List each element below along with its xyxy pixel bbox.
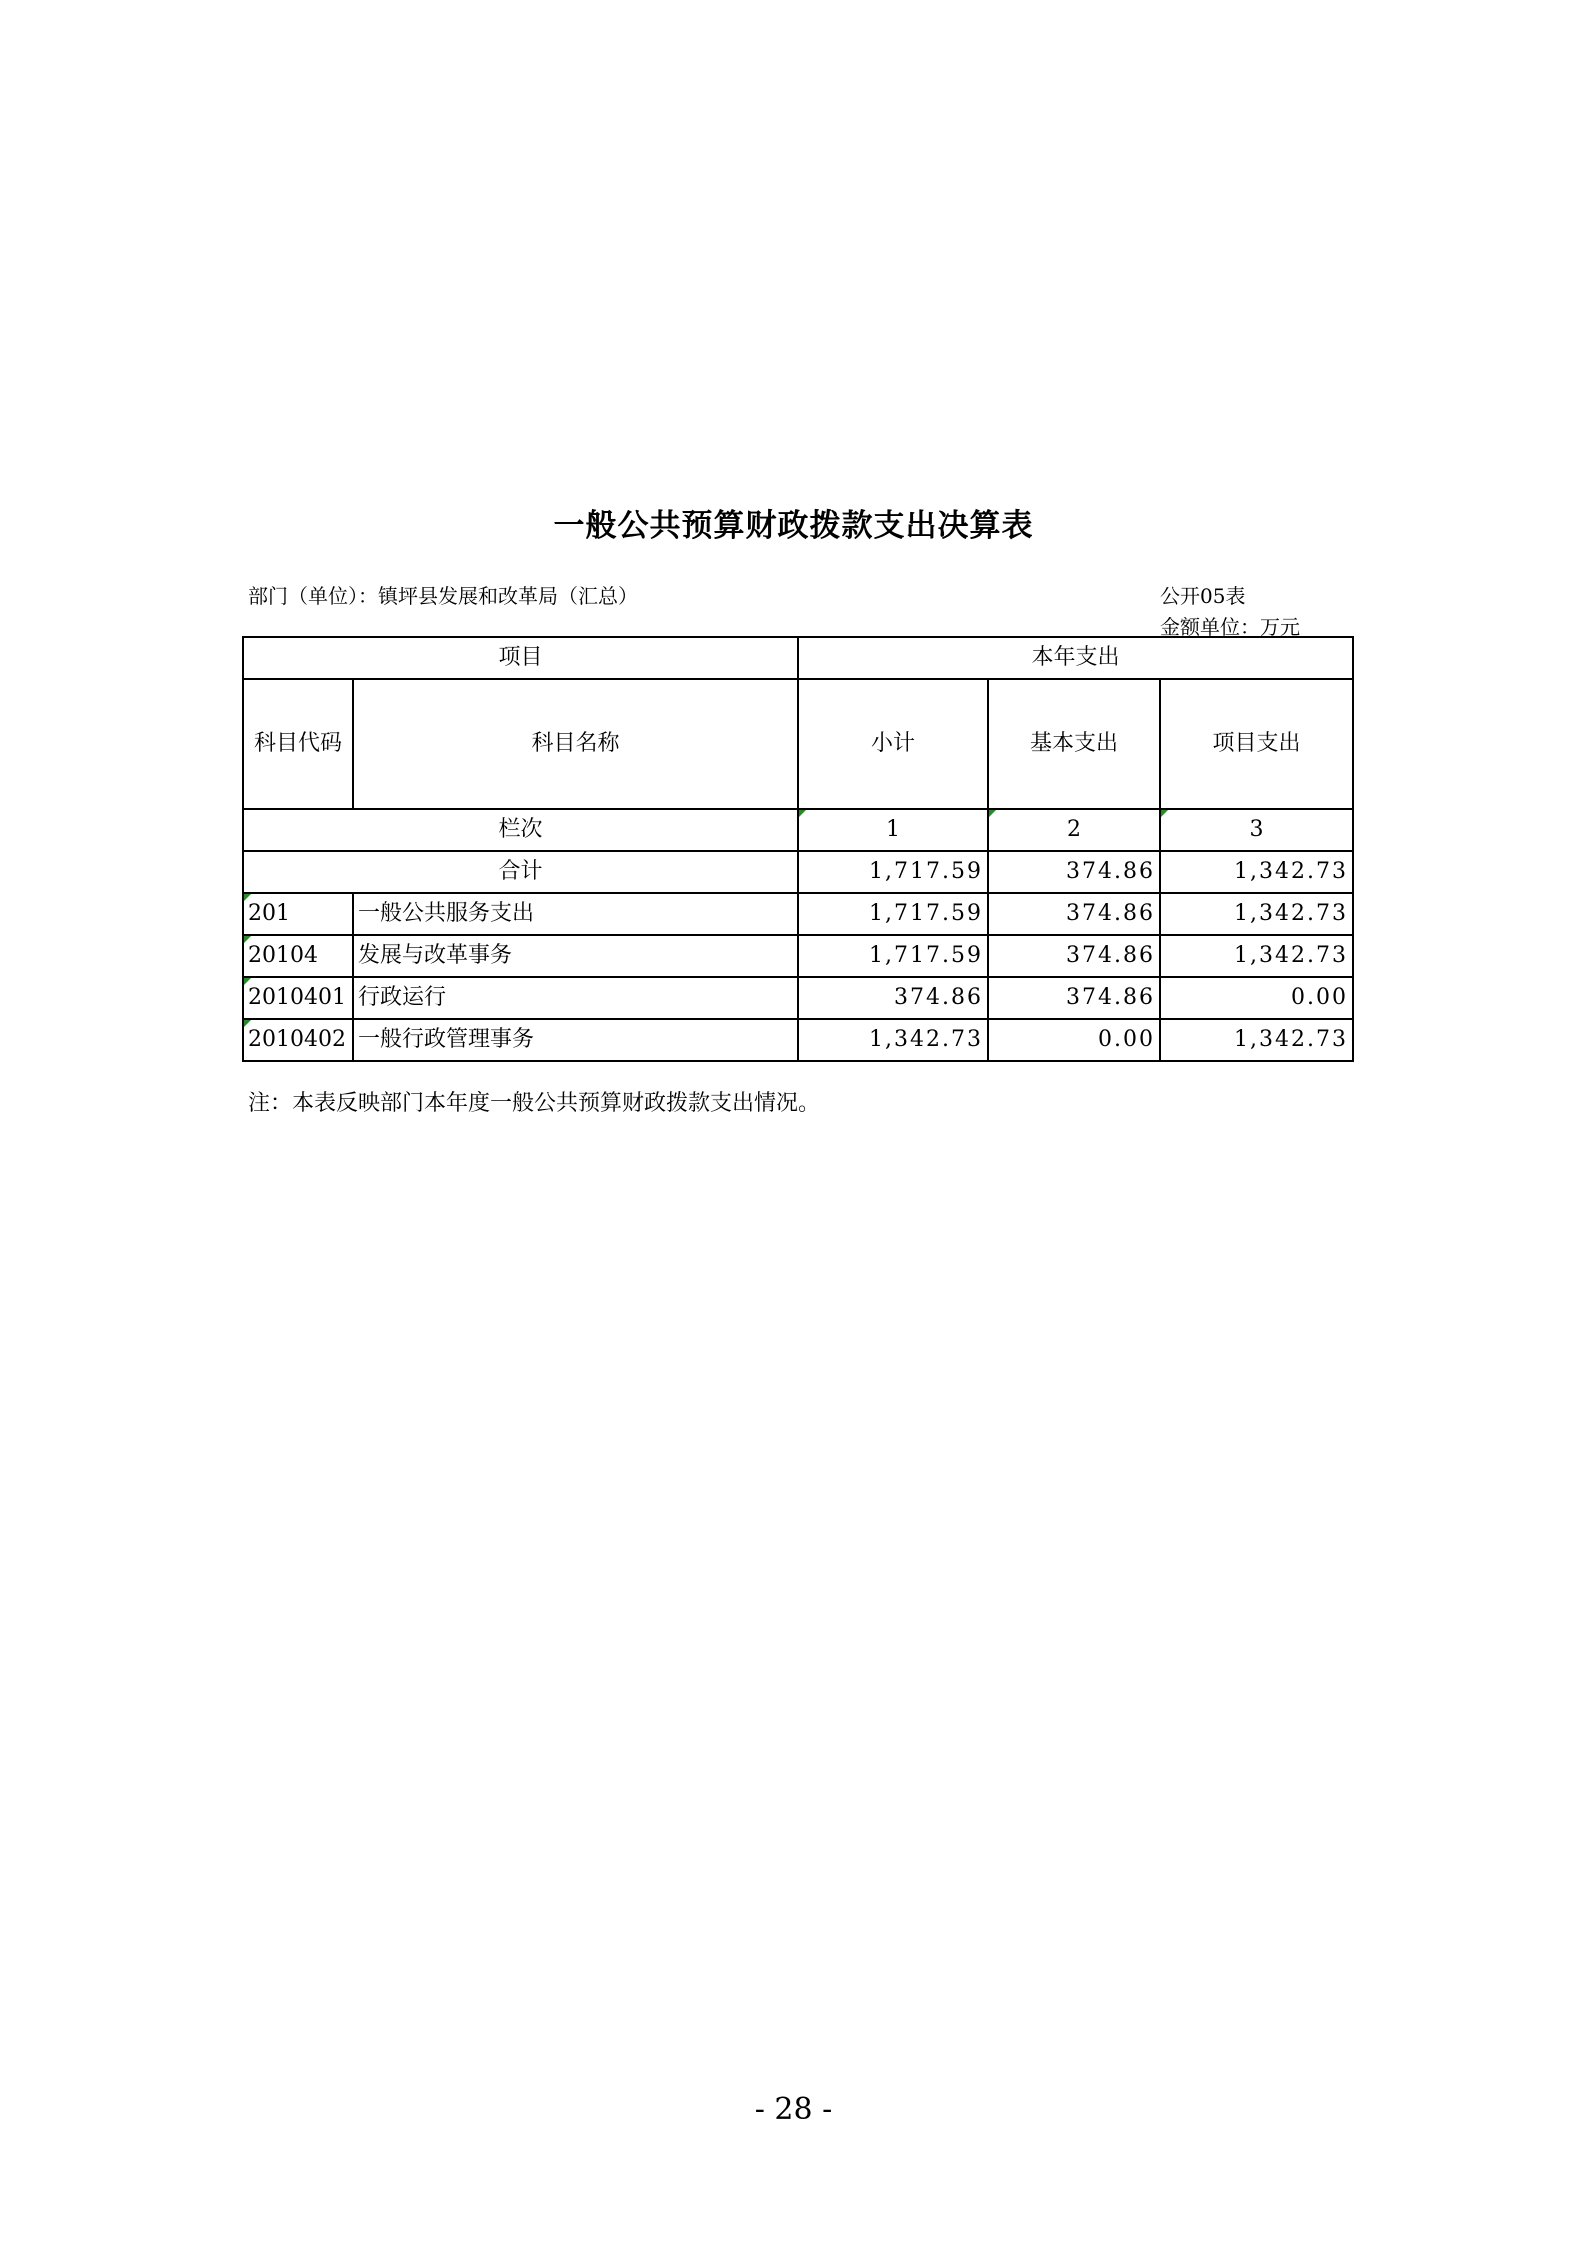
total-row — [243, 851, 1353, 893]
row-basic: 374.86 — [988, 893, 1160, 935]
header-name: 科目名称 — [353, 679, 798, 809]
row-project: 1,342.73 — [1160, 935, 1353, 977]
header-row-2 — [243, 679, 1353, 809]
row-code: 2010402 — [243, 1019, 353, 1061]
row-subtotal: 1,717.59 — [798, 935, 988, 977]
row-name: 行政运行 — [353, 977, 798, 1019]
row-project: 0.00 — [1160, 977, 1353, 1019]
table-row — [243, 935, 1353, 977]
table-row — [243, 1019, 1353, 1061]
column-index-cell: 3 — [1160, 809, 1353, 851]
table-note: 注：本表反映部门本年度一般公共预算财政拨款支出情况。 — [248, 1091, 821, 1116]
department-label: 部门（单位）：镇坪县发展和改革局（汇总） — [248, 584, 638, 608]
amount-unit: 金额单位：万元 — [1160, 615, 1300, 639]
total-label: 合计 — [243, 851, 798, 893]
column-index-cell: 1 — [798, 809, 988, 851]
header-code: 科目代码 — [243, 679, 353, 809]
cell-marker — [989, 810, 996, 817]
row-code: 20104 — [243, 935, 353, 977]
form-number: 公开05表 — [1160, 584, 1246, 608]
row-name: 发展与改革事务 — [353, 935, 798, 977]
page-number: - 28 - — [754, 2092, 833, 2127]
cell-marker — [244, 978, 251, 985]
table-row — [243, 977, 1353, 1019]
row-name: 一般行政管理事务 — [353, 1019, 798, 1061]
cell-marker — [244, 894, 251, 901]
row-basic: 374.86 — [988, 935, 1160, 977]
row-subtotal: 1,342.73 — [798, 1019, 988, 1061]
header-current-year: 本年支出 — [798, 637, 1353, 679]
row-basic: 0.00 — [988, 1019, 1160, 1061]
column-index-cell: 2 — [988, 809, 1160, 851]
row-subtotal: 374.86 — [798, 977, 988, 1019]
row-code: 2010401 — [243, 977, 353, 1019]
column-index-row — [243, 809, 1353, 851]
column-index-label: 栏次 — [243, 809, 798, 851]
header-row-1 — [243, 637, 1353, 679]
row-name: 一般公共服务支出 — [353, 893, 798, 935]
budget-table — [242, 636, 1354, 1062]
cell-marker — [799, 810, 806, 817]
header-project: 项目 — [243, 637, 798, 679]
total-basic: 374.86 — [988, 851, 1160, 893]
cell-marker — [244, 936, 251, 943]
page-title: 一般公共预算财政拨款支出决算表 — [553, 508, 1034, 544]
total-project: 1,342.73 — [1160, 851, 1353, 893]
row-project: 1,342.73 — [1160, 893, 1353, 935]
header-subtotal: 小计 — [798, 679, 988, 809]
cell-marker — [1161, 810, 1168, 817]
row-code: 201 — [243, 893, 353, 935]
table-row — [243, 893, 1353, 935]
row-basic: 374.86 — [988, 977, 1160, 1019]
row-subtotal: 1,717.59 — [798, 893, 988, 935]
row-project: 1,342.73 — [1160, 1019, 1353, 1061]
total-subtotal: 1,717.59 — [798, 851, 988, 893]
header-project-expense: 项目支出 — [1160, 679, 1353, 809]
cell-marker — [244, 1020, 251, 1027]
header-basic: 基本支出 — [988, 679, 1160, 809]
